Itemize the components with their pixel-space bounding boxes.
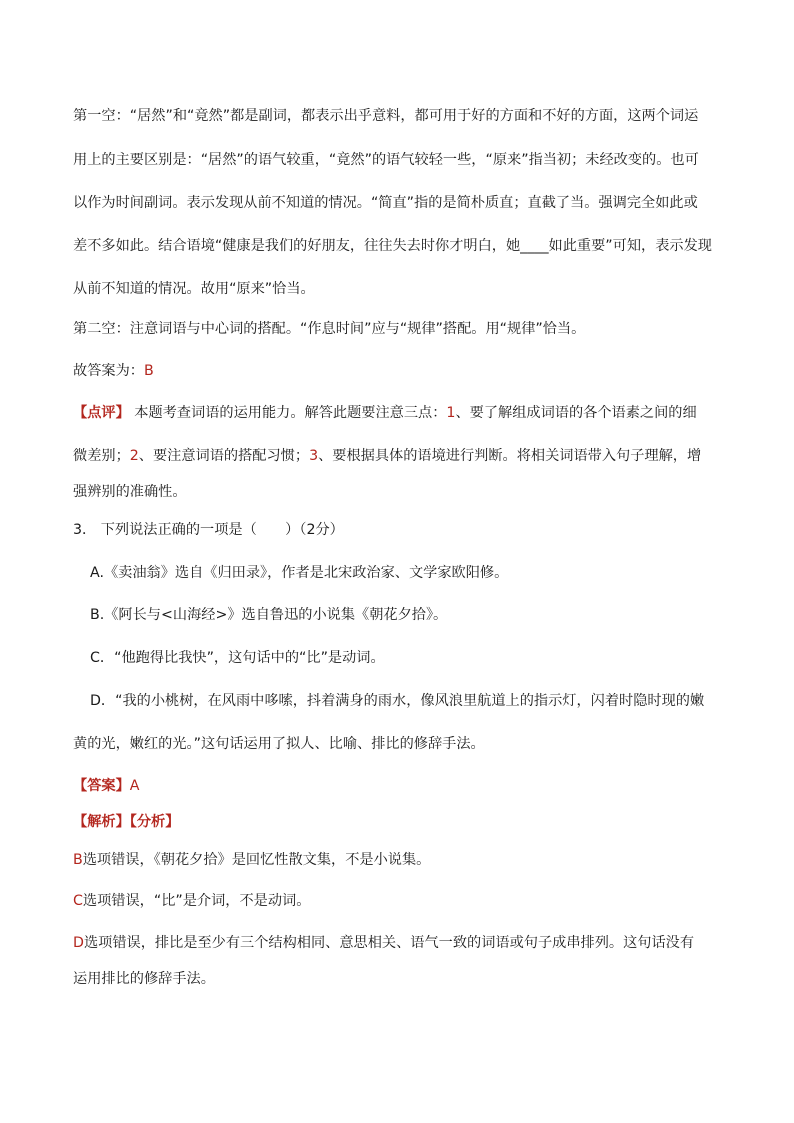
comment-text: 、要注意词语的搭配习惯； bbox=[138, 448, 310, 464]
comment-line-3: 强辨别的准确性。 bbox=[73, 484, 187, 500]
q3-option-b: B.《阿长与<山海经>》选自鲁迅的小说集《朝花夕拾》。 bbox=[90, 607, 448, 623]
q2-answer-line bbox=[73, 361, 733, 381]
answer-letter: A bbox=[129, 778, 140, 794]
explanation-line-3: 以作为时间副词。表示发现从前不知道的情况。“简直”指的是简朴质直；直截了当。强调完全如此或 bbox=[73, 195, 698, 211]
comment-line-2 bbox=[73, 446, 733, 466]
explanation-line-1: 第一空：“居然”和“竟然”都是副词，都表示出乎意料，都可用于好的方面和不好的方面，这两个词运 bbox=[73, 108, 699, 124]
q3-option-d-line-2: 黄的光，嫩红的光。”这句话运用了拟人、比喻、排比的修辞手法。 bbox=[73, 736, 485, 752]
analysis-line-c bbox=[73, 891, 733, 911]
analysis-tag bbox=[73, 812, 733, 832]
q3-answer-line bbox=[73, 776, 733, 796]
comment-tag: 【点评】 bbox=[73, 405, 130, 421]
analysis-line-d-2: 运用排比的修辞手法。 bbox=[73, 971, 215, 987]
answer-prefix: 故答案为： bbox=[73, 363, 144, 379]
analysis-line-b bbox=[73, 850, 733, 870]
comment-text: 本题考查词语的运用能力。解答此题要注意三点： bbox=[129, 405, 447, 421]
analysis-line-d-1 bbox=[73, 933, 733, 953]
q3-option-d-line-1: D．“我的小桃树，在风雨中哆嗦，抖着满身的雨水，像风浪里航道上的指示灯，闪着时隐时现的嫩 bbox=[90, 693, 705, 709]
analysis-text: 选项错误，排比是至少有三个结构相同、意思相关、语气一致的词语或句子成串排列。这句话没有 bbox=[83, 935, 695, 951]
answer-letter: B bbox=[143, 363, 154, 379]
explanation-line-4: 差不多如此。结合语境“健康是我们的好朋友，往往失去时你才明白，她____如此重要”可知，表示发现 bbox=[73, 238, 712, 254]
analysis-text: 选项错误，《朝花夕拾》是回忆性散文集，不是小说集。 bbox=[82, 852, 431, 868]
comment-number: 1 bbox=[446, 405, 456, 421]
explanation-line-6: 第二空：注意词语与中心词的搭配。“作息时间”应与“规律”搭配。用“规律”恰当。 bbox=[73, 321, 586, 337]
analysis-tag-text: 【解析】【分析】 bbox=[73, 814, 180, 830]
option-letter: B bbox=[73, 852, 83, 868]
q3-stem: 3． 下列说法正确的一项是（ ）（2分） bbox=[73, 522, 344, 538]
comment-text: 微差别； bbox=[73, 448, 130, 464]
analysis-text: 选项错误，“比”是介词，不是动词。 bbox=[82, 893, 311, 909]
comment-text: 、要了解组成词语的各个语素之间的细 bbox=[455, 405, 697, 421]
answer-tag: 【答案】 bbox=[73, 778, 130, 794]
q3-option-c: C．“他跑得比我快”，这句话中的“比”是动词。 bbox=[90, 650, 385, 666]
option-letter: C bbox=[73, 893, 83, 909]
comment-line-1 bbox=[73, 403, 733, 423]
comment-text: 、要根据具体的语境进行判断。将相关词语带入句子理解，增 bbox=[318, 448, 702, 464]
comment-number: 2 bbox=[129, 448, 139, 464]
explanation-line-5: 从前不知道的情况。故用“原来”恰当。 bbox=[73, 281, 315, 297]
q3-option-a: A.《卖油翁》选自《归田录》，作者是北宋政治家、文学家欧阳修。 bbox=[90, 565, 509, 581]
explanation-line-2: 用上的主要区别是：“居然”的语气较重，“竟然”的语气较轻一些，“原来”指当初；未经改变的。也可 bbox=[73, 152, 699, 168]
comment-number: 3 bbox=[309, 448, 319, 464]
option-letter: D bbox=[73, 935, 84, 951]
